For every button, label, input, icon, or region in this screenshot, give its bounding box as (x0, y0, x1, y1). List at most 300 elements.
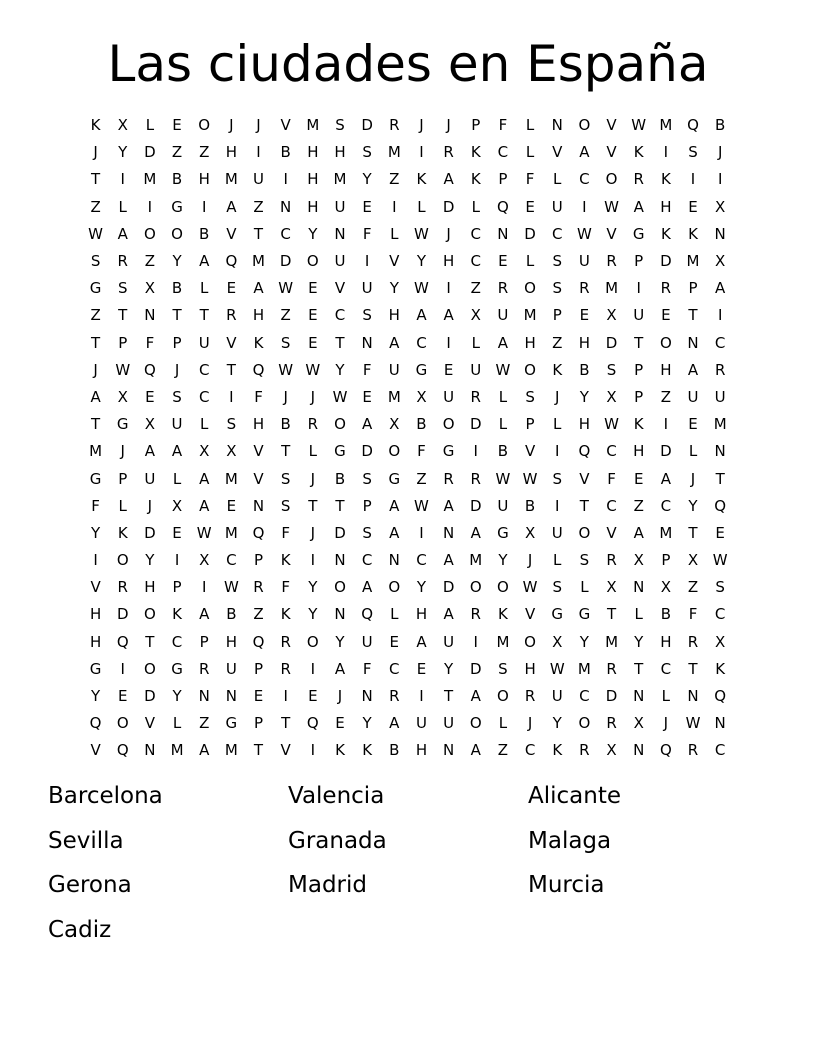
grid-letter: D (524, 224, 536, 243)
grid-letter: X (199, 442, 210, 461)
grid-letter: B (416, 415, 427, 434)
grid-letter: R (389, 687, 400, 706)
grid-letter: W (522, 469, 538, 488)
grid-letter: J (663, 714, 669, 733)
grid-letter: Q (252, 360, 265, 379)
grid-letter: J (717, 143, 723, 162)
grid-letter: U (415, 714, 427, 733)
word-list-item: Alicante (528, 783, 621, 809)
grid-letter: V (524, 442, 536, 461)
grid-letter: B (280, 415, 291, 434)
grid-letter: E (308, 279, 318, 298)
word-list-item: Murcia (528, 872, 605, 898)
grid-letter: S (606, 360, 617, 379)
grid-letter: W (414, 224, 429, 243)
grid-letter: T (688, 523, 698, 542)
grid-letter: I (392, 197, 397, 216)
grid-letter: O (116, 714, 129, 733)
grid-letter: A (416, 632, 427, 651)
grid-letter: O (524, 279, 536, 298)
grid-letter: Y (308, 224, 318, 243)
grid-letter: Z (253, 605, 264, 624)
grid-letter: X (171, 496, 183, 515)
grid-letter: K (633, 143, 644, 162)
grid-letter: O (306, 632, 319, 651)
grid-letter: D (144, 687, 156, 706)
grid-letter: C (714, 333, 726, 352)
grid-letter: U (144, 469, 156, 488)
grid-letter: R (524, 687, 536, 706)
grid-letter: D (361, 116, 373, 135)
grid-letter: C (226, 551, 237, 570)
grid-letter: E (362, 387, 372, 406)
grid-letter: K (470, 170, 481, 189)
grid-letter: C (198, 387, 210, 406)
grid-letter: W (495, 360, 511, 379)
grid-letter: K (117, 523, 128, 542)
grid-letter: H (578, 333, 591, 352)
grid-letter: L (498, 415, 508, 434)
grid-letter: V (524, 605, 536, 624)
grid-letter: N (687, 333, 699, 352)
grid-letter: R (660, 279, 672, 298)
grid-letter: G (116, 415, 129, 434)
grid-letter: A (633, 197, 644, 216)
grid-letter: O (143, 224, 156, 243)
grid-letter: U (551, 687, 563, 706)
grid-letter: G (171, 197, 183, 216)
grid-letter: V (606, 143, 617, 162)
grid-letter: X (416, 387, 427, 406)
grid-letter: C (198, 360, 210, 379)
grid-letter: L (471, 197, 480, 216)
grid-letter: U (714, 387, 726, 406)
grid-letter: V (90, 741, 101, 760)
grid-letter: G (171, 659, 183, 678)
grid-letter: D (605, 333, 618, 352)
grid-letter: L (118, 197, 127, 216)
grid-letter: W (305, 360, 321, 379)
grid-row (82, 357, 734, 384)
grid-letter: I (93, 551, 98, 570)
grid-letter: J (174, 360, 180, 379)
grid-letter: I (636, 279, 641, 298)
grid-letter: L (525, 116, 535, 135)
grid-letter: N (361, 333, 373, 352)
grid-letter: X (470, 306, 481, 325)
grid-letter: I (419, 143, 424, 162)
grid-letter: Q (116, 741, 129, 760)
grid-letter: O (334, 578, 346, 597)
grid-letter: H (144, 578, 156, 597)
grid-letter: C (171, 632, 183, 651)
grid-letter: B (199, 224, 210, 243)
grid-letter: A (144, 442, 156, 461)
grid-letter: I (120, 170, 125, 189)
grid-letter: J (310, 523, 316, 542)
grid-letter: M (306, 116, 320, 135)
grid-letter: D (361, 442, 373, 461)
grid-letter: I (120, 659, 125, 678)
grid-letter: S (172, 387, 182, 406)
grid-letter: U (388, 360, 400, 379)
grid-row (82, 710, 734, 737)
grid-letter: R (606, 551, 617, 570)
grid-letter: P (498, 170, 508, 189)
grid-letter: I (229, 387, 234, 406)
grid-letter: G (632, 224, 645, 243)
grid-letter: W (414, 279, 429, 298)
grid-letter: U (198, 333, 210, 352)
grid-letter: D (334, 523, 346, 542)
grid-letter: I (717, 306, 723, 325)
grid-letter: M (224, 741, 238, 760)
grid-letter: K (715, 659, 726, 678)
grid-letter: C (470, 224, 481, 243)
grid-letter: V (606, 224, 617, 243)
grid-letter: H (660, 197, 672, 216)
grid-letter: Y (90, 687, 101, 706)
grid-letter: T (634, 333, 644, 352)
grid-letter: J (229, 116, 234, 135)
grid-letter: C (579, 170, 590, 189)
grid-letter: U (253, 170, 264, 189)
grid-letter: F (362, 224, 372, 243)
grid-letter: P (634, 252, 644, 271)
grid-letter: M (252, 252, 265, 271)
grid-row (82, 221, 734, 248)
grid-letter: H (388, 306, 400, 325)
grid-letter: A (443, 496, 454, 515)
grid-letter: Y (444, 659, 454, 678)
grid-letter: R (470, 469, 481, 488)
grid-letter: N (334, 224, 346, 243)
grid-letter: K (280, 605, 291, 624)
grid-letter: R (443, 143, 454, 162)
grid-letter: S (362, 469, 372, 488)
grid-letter: X (687, 551, 699, 570)
grid-letter: H (307, 143, 319, 162)
grid-letter: O (497, 687, 509, 706)
grid-letter: R (606, 714, 617, 733)
grid-letter: M (659, 523, 673, 542)
grid-letter: A (362, 415, 373, 434)
grid-letter: O (524, 360, 536, 379)
grid-letter: A (253, 279, 264, 298)
grid-letter: U (687, 387, 699, 406)
grid-letter: Z (90, 197, 101, 216)
grid-letter: Z (416, 469, 427, 488)
grid-letter: O (334, 415, 346, 434)
grid-letter: K (416, 170, 427, 189)
grid-letter: Z (199, 143, 210, 162)
grid-letter: H (578, 415, 591, 434)
grid-letter: B (226, 605, 237, 624)
grid-letter: L (553, 170, 562, 189)
grid-letter: G (89, 279, 102, 298)
grid-letter: W (685, 714, 701, 733)
grid-letter: Z (660, 387, 671, 406)
grid-letter: T (308, 496, 318, 515)
grid-letter: U (551, 197, 563, 216)
grid-letter: J (256, 116, 261, 135)
grid-letter: J (283, 387, 288, 406)
grid-letter: O (469, 714, 482, 733)
grid-letter: Z (171, 143, 183, 162)
grid-letter: G (388, 469, 401, 488)
grid-letter: H (633, 442, 645, 461)
grid-letter: Q (659, 741, 672, 760)
grid-letter: A (389, 496, 400, 515)
grid-letter: K (660, 224, 671, 243)
grid-letter: X (606, 306, 617, 325)
grid-letter: Y (688, 496, 698, 515)
grid-letter: N (144, 306, 156, 325)
grid-letter: Q (497, 197, 509, 216)
grid-letter: X (633, 714, 644, 733)
grid-row (82, 438, 734, 465)
grid-letter: Q (714, 496, 727, 515)
grid-letter: L (145, 116, 155, 135)
grid-letter: U (334, 197, 346, 216)
grid-letter: Q (116, 632, 129, 651)
grid-letter: R (687, 632, 699, 651)
word-list-item: Sevilla (48, 827, 124, 854)
grid-letter: A (199, 469, 210, 488)
grid-letter: V (334, 279, 346, 298)
grid-row (82, 302, 734, 329)
grid-letter: S (335, 116, 345, 135)
grid-letter: E (688, 197, 698, 216)
grid-letter: H (89, 632, 102, 651)
grid-letter: S (362, 143, 372, 162)
grid-letter: P (525, 415, 535, 434)
grid-letter: B (171, 279, 183, 298)
grid-letter: E (661, 306, 671, 325)
grid-letter: C (361, 551, 373, 570)
grid-letter: E (226, 279, 237, 298)
grid-letter: O (171, 224, 183, 243)
grid-letter: A (497, 333, 509, 352)
grid-letter: W (712, 551, 728, 570)
grid-letter: Y (579, 387, 589, 406)
grid-letter: V (606, 116, 617, 135)
grid-letter: C (416, 333, 427, 352)
grid-letter: F (281, 523, 290, 542)
grid-letter: L (390, 224, 399, 243)
grid-letter: I (473, 632, 478, 651)
grid-letter: A (389, 523, 400, 542)
grid-letter: U (443, 632, 455, 651)
grid-letter: T (253, 224, 264, 243)
grid-letter: V (579, 469, 590, 488)
word-list (48, 778, 768, 956)
grid-letter: O (578, 523, 591, 542)
grid-letter: P (172, 333, 182, 352)
grid-letter: Y (172, 252, 182, 271)
grid-letter: F (362, 360, 372, 379)
grid-letter: B (497, 442, 509, 461)
grid-letter: Q (225, 252, 238, 271)
grid-letter: I (582, 197, 587, 216)
grid-letter: X (715, 632, 726, 651)
grid-letter: R (633, 170, 644, 189)
grid-letter: A (171, 442, 183, 461)
grid-letter: M (89, 442, 103, 461)
grid-letter: A (416, 306, 427, 325)
grid-letter: H (89, 605, 102, 624)
grid-letter: Q (252, 523, 265, 542)
grid-letter: X (715, 197, 726, 216)
grid-letter: L (308, 442, 317, 461)
grid-letter: H (415, 741, 428, 760)
grid-letter: P (253, 714, 264, 733)
grid-letter: T (688, 659, 698, 678)
grid-letter: C (714, 605, 726, 624)
grid-letter: M (686, 252, 700, 271)
grid-letter: A (633, 523, 644, 542)
grid-letter: A (715, 279, 726, 298)
grid-letter: H (415, 605, 428, 624)
grid-letter: T (281, 442, 291, 461)
grid-letter: D (279, 252, 292, 271)
grid-letter: A (470, 523, 481, 542)
grid-letter: K (335, 741, 345, 760)
word-list-item: Barcelona (48, 783, 163, 809)
grid-letter: F (254, 387, 263, 406)
grid-letter: J (310, 469, 316, 488)
grid-row (82, 112, 734, 139)
grid-letter: F (281, 578, 290, 597)
grid-letter: A (579, 143, 590, 162)
grid-letter: Y (416, 252, 427, 271)
grid-letter: U (225, 659, 237, 678)
grid-letter: X (606, 741, 617, 760)
grid-letter: K (362, 741, 373, 760)
grid-letter: I (201, 578, 207, 597)
grid-letter: A (334, 659, 346, 678)
grid-letter: P (688, 279, 698, 298)
grid-letter: V (253, 442, 264, 461)
grid-letter: N (497, 224, 509, 243)
grid-letter: A (90, 387, 101, 406)
grid-letter: X (117, 116, 128, 135)
grid-letter: A (389, 333, 400, 352)
grid-letter: Y (335, 632, 345, 651)
grid-letter: M (496, 632, 510, 651)
grid-letter: I (419, 687, 424, 706)
grid-letter: A (199, 605, 210, 624)
grid-letter: B (715, 116, 726, 135)
grid-row (82, 493, 734, 520)
grid-letter: W (522, 578, 538, 597)
grid-letter: C (551, 224, 563, 243)
grid-letter: R (497, 279, 509, 298)
grid-letter: B (660, 605, 671, 624)
grid-letter: U (361, 279, 373, 298)
grid-letter: W (549, 659, 565, 678)
grid-letter: P (253, 659, 264, 678)
grid-letter: E (579, 306, 590, 325)
grid-letter: T (226, 360, 236, 379)
grid-letter: G (415, 360, 428, 379)
grid-row (82, 547, 734, 574)
grid-letter: Q (578, 442, 591, 461)
grid-letter: V (144, 714, 156, 733)
grid-letter: W (115, 360, 131, 379)
grid-letter: T (606, 605, 617, 624)
grid-letter: P (362, 496, 372, 515)
grid-letter: X (606, 578, 617, 597)
grid-letter: C (280, 224, 291, 243)
grid-letter: U (497, 496, 509, 515)
grid-row (82, 683, 734, 710)
grid-letter: E (416, 659, 427, 678)
grid-letter: P (118, 469, 128, 488)
grid-letter: T (90, 415, 101, 434)
grid-letter: R (117, 578, 128, 597)
grid-letter: F (607, 469, 616, 488)
grid-letter: O (116, 551, 129, 570)
grid-letter: A (199, 252, 210, 271)
grid-letter: L (553, 551, 562, 570)
grid-letter: M (224, 523, 238, 542)
grid-letter: T (688, 306, 698, 325)
grid-letter: L (200, 279, 209, 298)
grid-letter: G (89, 659, 102, 678)
grid-letter: T (145, 632, 155, 651)
grid-letter: A (443, 605, 454, 624)
grid-letter: R (579, 279, 590, 298)
grid-letter: K (470, 143, 481, 162)
grid-letter: N (442, 741, 455, 760)
grid-letter: P (634, 387, 644, 406)
grid-letter: S (552, 279, 562, 298)
grid-letter: D (442, 578, 455, 597)
grid-letter: N (551, 116, 563, 135)
grid-letter: I (256, 143, 261, 162)
grid-letter: O (143, 605, 156, 624)
grid-letter: T (172, 306, 182, 325)
grid-letter: R (606, 252, 617, 271)
grid-letter: A (117, 224, 128, 243)
grid-letter: D (144, 523, 156, 542)
grid-letter: G (334, 442, 346, 461)
grid-letter: K (633, 415, 644, 434)
grid-letter: N (633, 687, 645, 706)
grid-letter: K (688, 224, 698, 243)
grid-letter: B (389, 741, 400, 760)
grid-letter: Z (497, 741, 509, 760)
grid-letter: H (252, 415, 265, 434)
grid-letter: C (660, 659, 672, 678)
grid-letter: C (660, 496, 672, 515)
grid-letter: N (388, 551, 400, 570)
grid-letter: M (523, 306, 537, 325)
grid-letter: E (498, 252, 508, 271)
grid-row (82, 411, 734, 438)
grid-letter: Y (362, 714, 372, 733)
grid-letter: U (443, 387, 455, 406)
grid-letter: W (604, 415, 619, 434)
word-search-grid (82, 112, 734, 765)
grid-row (82, 330, 734, 357)
grid-letter: R (443, 469, 454, 488)
grid-letter: Z (144, 252, 156, 271)
grid-letter: H (198, 170, 210, 189)
grid-letter: F (145, 333, 155, 352)
grid-letter: U (578, 252, 590, 271)
